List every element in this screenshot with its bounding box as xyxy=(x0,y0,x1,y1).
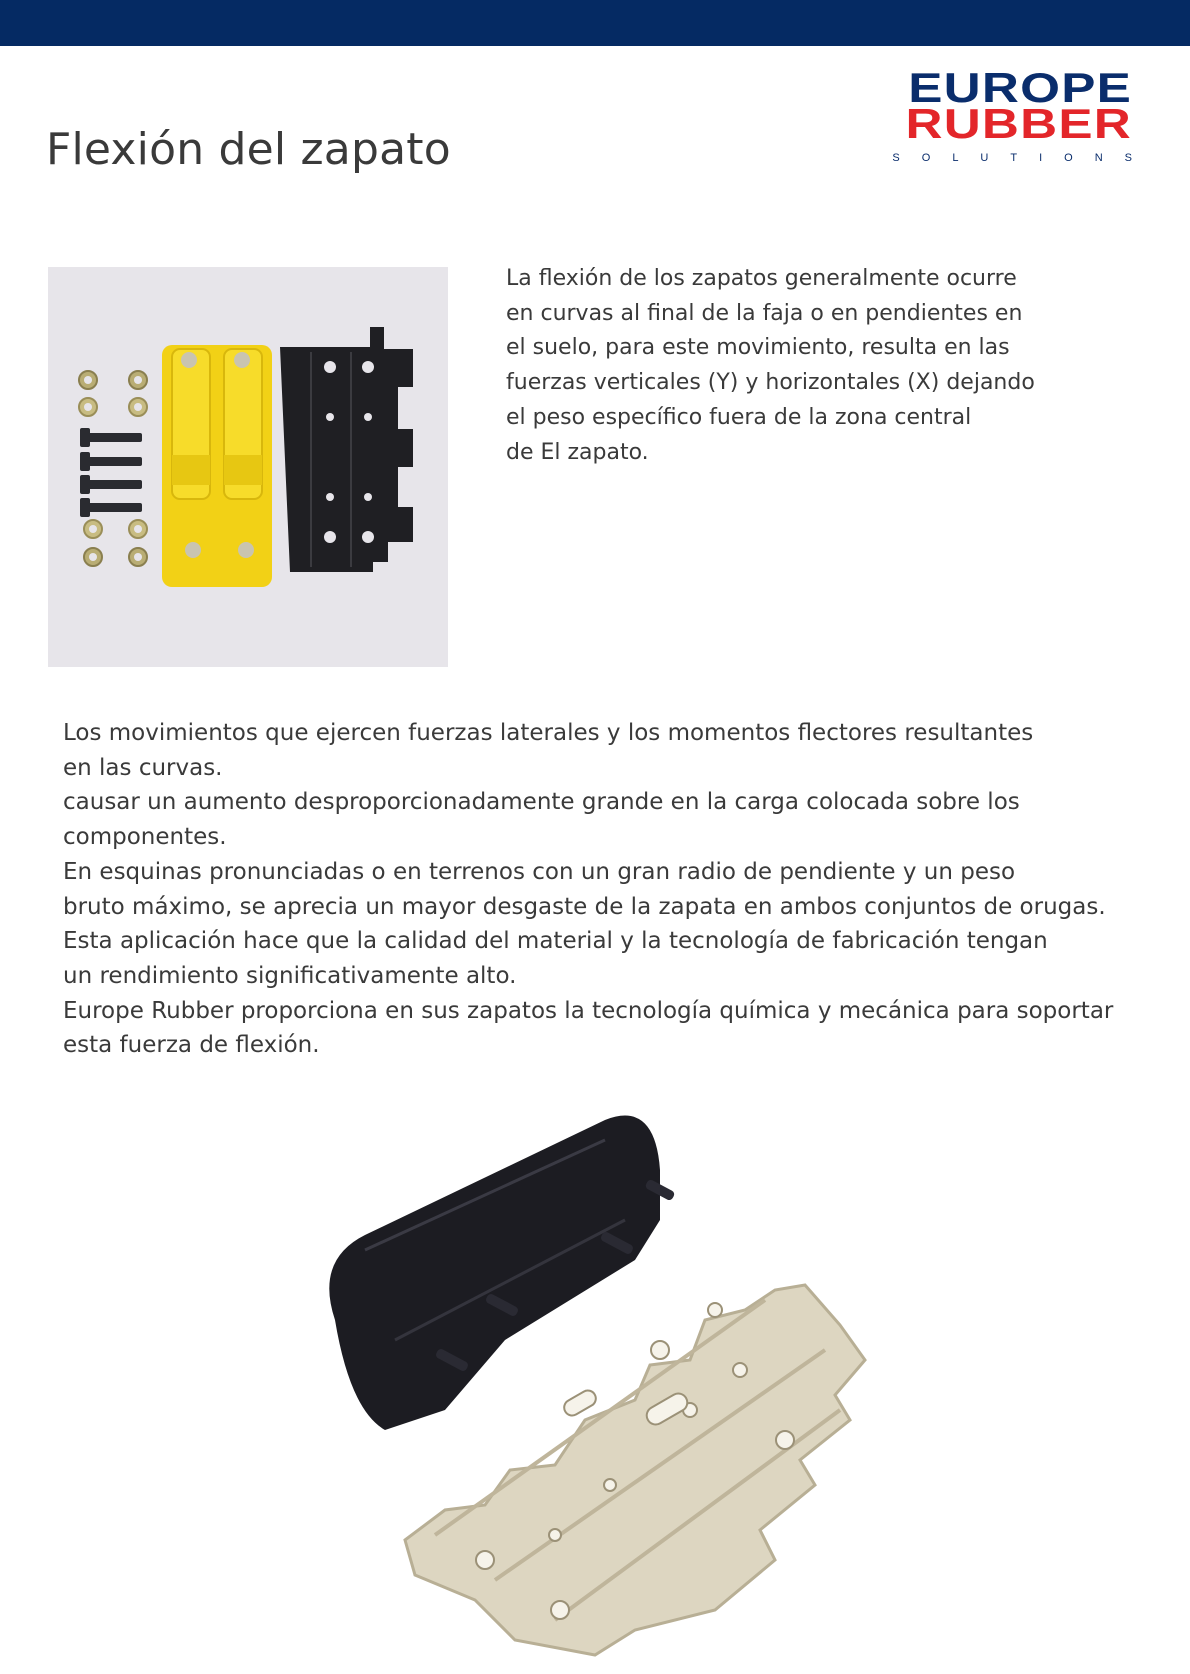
intro-line: el suelo, para este movimiento, resulta en las xyxy=(506,335,1010,361)
intro-line: en curvas al final de la faja o en pendientes en xyxy=(506,300,1023,326)
body-line: en las curvas. xyxy=(63,754,223,781)
track-pads-kit-photo xyxy=(48,267,448,667)
black-pad xyxy=(280,327,413,572)
body-line: esta fuerza de flexión. xyxy=(63,1032,320,1059)
yellow-pad xyxy=(162,345,272,587)
europe-rubber-logo xyxy=(886,64,1154,176)
intro-line: La flexión de los zapatos generalmente ocurre xyxy=(506,266,1017,291)
intro-paragraph xyxy=(506,262,1066,470)
top-header-bar xyxy=(0,0,1190,46)
body-line: componentes. xyxy=(63,824,227,851)
body-text xyxy=(63,716,1163,1063)
body-line: Europe Rubber proporciona en sus zapatos la tecnología química y mecánica para soportar xyxy=(63,997,1114,1024)
intro-line: de El zapato. xyxy=(506,439,649,465)
body-line: Los movimientos que ejercen fuerzas laterales y los momentos flectores resultantes xyxy=(63,720,1034,746)
body-line: Esta aplicación hace que la calidad del material y la tecnología de fabricación tengan xyxy=(63,928,1048,955)
intro-line: el peso específico fuera de la zona central xyxy=(506,404,972,430)
body-line: bruto máximo, se aprecia un mayor desgaste de la zapata en ambos conjuntos de orugas. xyxy=(63,893,1106,920)
logo-line-europe: EUROPE xyxy=(908,64,1132,111)
body-line: un rendimiento significativamente alto. xyxy=(63,962,517,989)
logo-line-rubber: RUBBER xyxy=(905,100,1132,147)
intro-line: fuerzas verticales (Y) y horizontales (X) dejando xyxy=(506,370,1035,396)
body-line: causar un aumento desproporcionadamente grande en la carga colocada sobre los xyxy=(63,789,1020,816)
page-title: Flexión del zapato xyxy=(46,124,451,175)
rubber-pad xyxy=(329,1116,675,1430)
logo-line-solutions: SOLUTIONS xyxy=(892,152,1154,164)
body-line: En esquinas pronunciadas o en terrenos con un gran radio de pendiente y un peso xyxy=(63,858,1016,885)
bent-track-shoe-photo xyxy=(305,1110,925,1670)
